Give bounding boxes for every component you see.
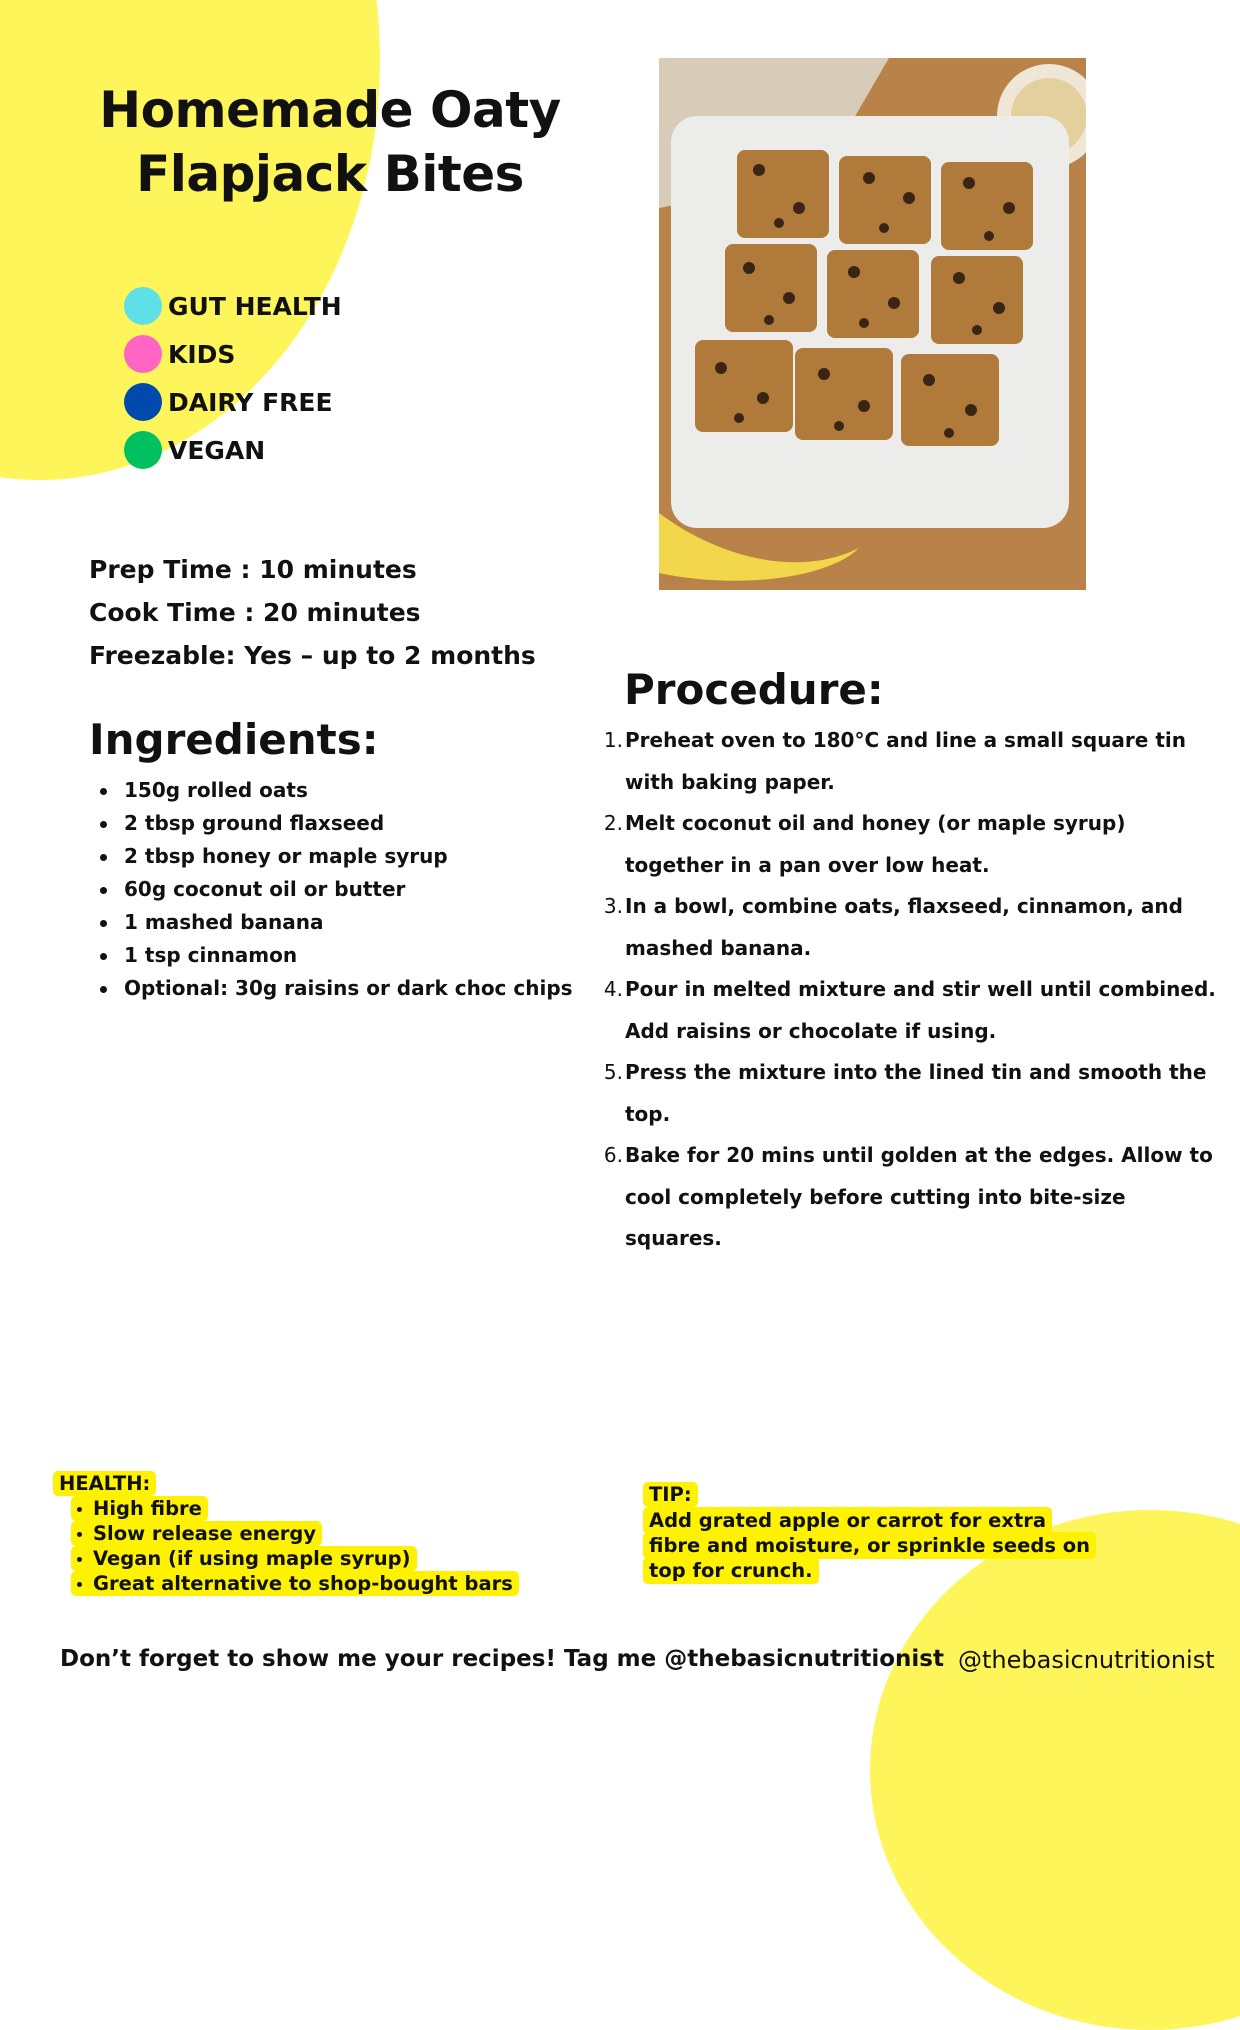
step-text: In a bowl, combine oats, flaxseed, cinnamon, and mashed banana. [625,894,1183,960]
flapjack-photo [659,58,1086,590]
bullet-icon [77,1532,82,1537]
tag-vegan [124,426,342,474]
procedure-step [603,720,1220,803]
bullet-icon [77,1557,82,1562]
list-item: 1 mashed banana [124,906,573,939]
social-handle: @thebasicnutritionist [958,1646,1215,1674]
step-text: Preheat oven to 180°C and line a small square tin with baking paper. [625,728,1186,794]
step-number: 2. [603,811,623,835]
tip-box [643,1482,1103,1583]
procedure-step [603,886,1220,969]
freezable: Freezable: Yes – up to 2 months [89,641,536,670]
procedure-list [603,720,1220,1260]
tag-label: DAIRY FREE [168,387,333,417]
step-text: Press the mixture into the lined tin and smooth the top. [625,1060,1207,1126]
tag-dairy-free [124,378,342,426]
list-item: 1 tsp cinnamon [124,939,573,972]
recipe-times [89,548,536,677]
health-title: HEALTH: [53,1471,156,1496]
recipe-title [90,78,570,206]
list-item [71,1571,519,1596]
step-number: 5. [603,1060,623,1084]
list-item [71,1521,519,1546]
vegan-dot-icon [124,431,162,469]
decorative-yellow-circle-bottom [870,1510,1240,2030]
tag-label: KIDS [168,339,236,369]
footer-call-to-action: Don’t forget to show me your recipes! Tag me @thebasicnutritionist [60,1646,944,1672]
flapjack-square [795,348,893,440]
list-item: 60g coconut oil or butter [124,873,573,906]
step-number: 3. [603,894,623,918]
procedure-step [603,969,1220,1052]
step-text: Melt coconut oil and honey (or maple syrup) together in a pan over low heat. [625,811,1126,877]
title-line-1: Homemade Oaty [99,81,561,139]
flapjack-square [827,250,919,338]
health-item: Great alternative to shop-bought bars [71,1571,519,1596]
step-number: 1. [603,728,623,752]
step-text: Bake for 20 mins until golden at the edges. Allow to cool completely before cutting into bite-size squares. [625,1143,1213,1250]
kids-dot-icon [124,335,162,373]
diet-tags [124,282,342,474]
ingredients-list [124,774,573,1005]
health-item: Slow release energy [71,1521,322,1546]
tag-label: VEGAN [168,435,266,465]
procedure-step [603,1052,1220,1135]
tag-gut-health [124,282,342,330]
procedure-step [603,803,1220,886]
health-box [53,1471,519,1596]
prep-time: Prep Time : 10 minutes [89,555,417,584]
flapjack-square [695,340,793,432]
gut-health-dot-icon [124,287,162,325]
tip-title: TIP: [643,1482,698,1507]
health-list [53,1496,519,1596]
step-number: 6. [603,1143,623,1167]
procedure-heading: Procedure: [624,665,884,714]
tag-label: GUT HEALTH [168,291,342,321]
flapjack-illustration [659,58,1086,590]
list-item [71,1546,519,1571]
list-item: 2 tbsp ground flaxseed [124,807,573,840]
step-text: Pour in melted mixture and stir well until combined. Add raisins or chocolate if using. [625,977,1216,1043]
list-item: 2 tbsp honey or maple syrup [124,840,573,873]
bullet-icon [77,1582,82,1587]
cook-time: Cook Time : 20 minutes [89,598,421,627]
step-number: 4. [603,977,623,1001]
health-item: High fibre [71,1496,208,1521]
procedure-step [603,1135,1220,1260]
bullet-icon [77,1507,82,1512]
tag-kids [124,330,342,378]
tip-text: Add grated apple or carrot for extra fibre and moisture, or sprinkle seeds on top for crunch. [643,1507,1096,1584]
list-item: Optional: 30g raisins or dark choc chips [124,972,573,1005]
title-line-2: Flapjack Bites [136,145,524,203]
health-item: Vegan (if using maple syrup) [71,1546,417,1571]
ingredients-heading: Ingredients: [89,715,379,764]
list-item [71,1496,519,1521]
list-item: 150g rolled oats [124,774,573,807]
dairy-free-dot-icon [124,383,162,421]
